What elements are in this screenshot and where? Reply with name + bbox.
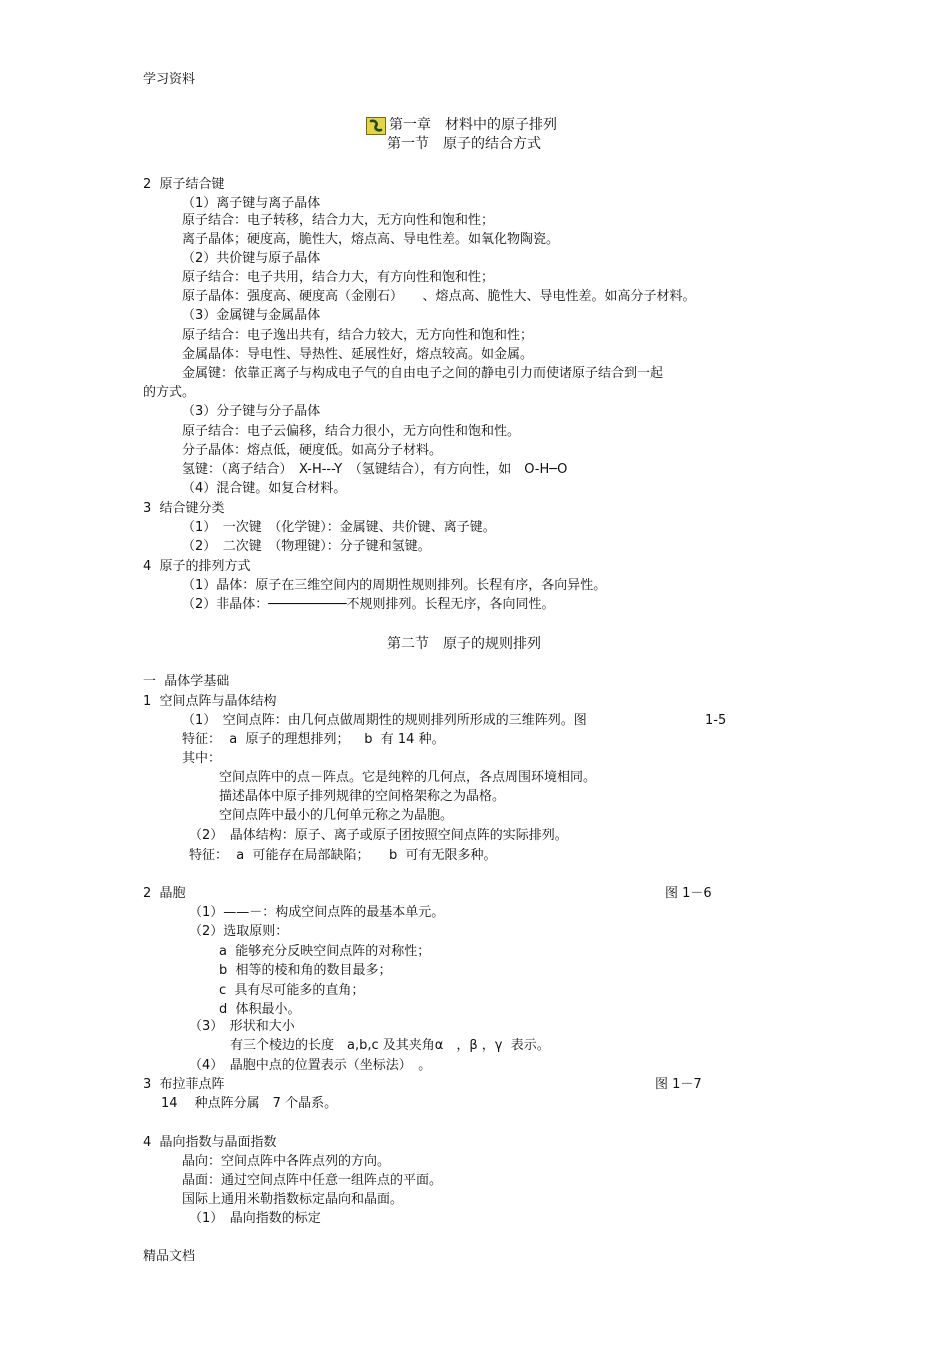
heading-arrangement: 4 原子的排列方式: [143, 559, 251, 574]
text-line: c 具有尽可能多的直角；: [219, 983, 365, 998]
heading-indices: 4 晶向指数与晶面指数: [143, 1135, 277, 1150]
figure-ref: 图 1－7: [655, 1077, 702, 1092]
text-line: （1） 空间点阵：由几何点做周期性的规则排列所形成的三维阵列。图: [182, 713, 587, 728]
text-line: b 相等的棱和角的数目最多；: [219, 963, 392, 978]
heading-bond-classes: 3 结合键分类: [143, 501, 225, 516]
text-line: d 体积最小。: [219, 1002, 301, 1017]
text-line: 原子结合：电子逸出共有，结合力较大，无方向性和饱和性；: [182, 328, 534, 343]
text-line: 金属键：依靠正离子与构成电子气的自由电子之间的静电引力而使诸原子结合到一起: [182, 366, 664, 381]
text-line: 晶向：空间点阵中各阵点列的方向。: [182, 1154, 391, 1169]
text-line: 特征： a 原子的理想排列； b 有 14 种。: [182, 732, 445, 747]
text-line: （4） 晶胞中点的位置表示（坐标法） 。: [189, 1058, 432, 1073]
heading-bonding: 2 原子结合键: [143, 177, 225, 192]
text-line: （3）金属键与金属晶体: [182, 308, 321, 323]
section2-title: 第二节 原子的规则排列: [387, 636, 541, 652]
text-line: （2） 二次键 （物理键）：分子键和氢键。: [182, 539, 431, 554]
page-footer: 精品文档: [143, 1249, 196, 1264]
text-line: 国际上通用米勒指数标定晶向和晶面。: [182, 1192, 404, 1207]
text-line: 离子晶体；硬度高，脆性大，熔点高、导电性差。如氧化物陶瓷。: [182, 232, 560, 247]
heading-unit-cell: 2 晶胞: [143, 886, 186, 901]
text-line: （2）选取原则：: [189, 924, 289, 939]
section1-title: 第一节 原子的结合方式: [387, 136, 541, 152]
text-line: 原子结合：电子转移，结合力大，无方向性和饱和性；: [182, 213, 495, 228]
chapter-icon: [366, 117, 386, 135]
text-line: （2）共价键与原子晶体: [182, 251, 321, 266]
text-line: 分子晶体：熔点低，硬度低。如高分子材料。: [182, 443, 443, 458]
text-line: （4）混合键。如复合材料。: [182, 481, 347, 496]
text-line: （1）晶体：原子在三维空间内的周期性规则排列。长程有序，各向异性。: [182, 578, 607, 593]
text-line: （1） 一次键 （化学键）：金属键、共价键、离子键。: [182, 520, 496, 535]
heading-crystallography: 一 晶体学基础: [143, 674, 230, 689]
text-line: 特征： a 可能存在局部缺陷； b 可有无限多种。: [189, 848, 497, 863]
text-line: 空间点阵中最小的几何单元称之为晶胞。: [219, 808, 454, 823]
text-line: （1）离子键与离子晶体: [182, 196, 321, 211]
text-line: 金属晶体：导电性、导热性、延展性好，熔点较高。如金属。: [182, 347, 534, 362]
text-line: 有三个棱边的长度 a,b,c 及其夹角α ，β ，γ 表示。: [230, 1038, 550, 1053]
text-line: 晶面：通过空间点阵中任意一组阵点的平面。: [182, 1173, 443, 1188]
text-line: （3）分子键与分子晶体: [182, 404, 321, 419]
text-line: 14 种点阵分属 7 个晶系。: [161, 1096, 338, 1111]
text-line: 原子晶体：强度高、硬度高（金刚石） 、熔点高、脆性大、导电性差。如高分子材料。: [182, 289, 696, 304]
text-line: 的方式。: [143, 385, 196, 400]
figure-ref: 1-5: [705, 713, 727, 728]
text-line: （1）——－：构成空间点阵的最基本单元。: [189, 905, 445, 920]
page-header: 学习资料: [143, 72, 196, 87]
heading-lattice: 1 空间点阵与晶体结构: [143, 694, 277, 709]
figure-ref: 图 1－6: [665, 886, 712, 901]
text-line: 原子结合：电子共用，结合力大，有方向性和饱和性；: [182, 270, 495, 285]
text-line: 氢键：（离子结合） X-H---Y （氢键结合），有方向性，如 O-H─O: [182, 462, 568, 477]
chapter-title: 第一章 材料中的原子排列: [389, 117, 557, 133]
text-line: a 能够充分反映空间点阵的对称性；: [219, 944, 431, 959]
text-line: （3） 形状和大小: [189, 1019, 295, 1034]
text-line: 描述晶体中原子排列规律的空间格架称之为晶格。: [219, 789, 506, 804]
text-line: 空间点阵中的点－阵点。它是纯粹的几何点，各点周围环境相同。: [219, 770, 597, 785]
text-line: 原子结合：电子云偏移，结合力很小，无方向性和饱和性。: [182, 424, 521, 439]
text-line: （2）非晶体：──────────不规则排列。长程无序，各向同性。: [182, 597, 555, 612]
text-line: （2） 晶体结构：原子、离子或原子团按照空间点阵的实际排列。: [189, 828, 568, 843]
heading-bravais: 3 布拉菲点阵: [143, 1077, 225, 1092]
text-line: （1） 晶向指数的标定: [189, 1211, 321, 1226]
text-line: 其中：: [182, 751, 222, 766]
